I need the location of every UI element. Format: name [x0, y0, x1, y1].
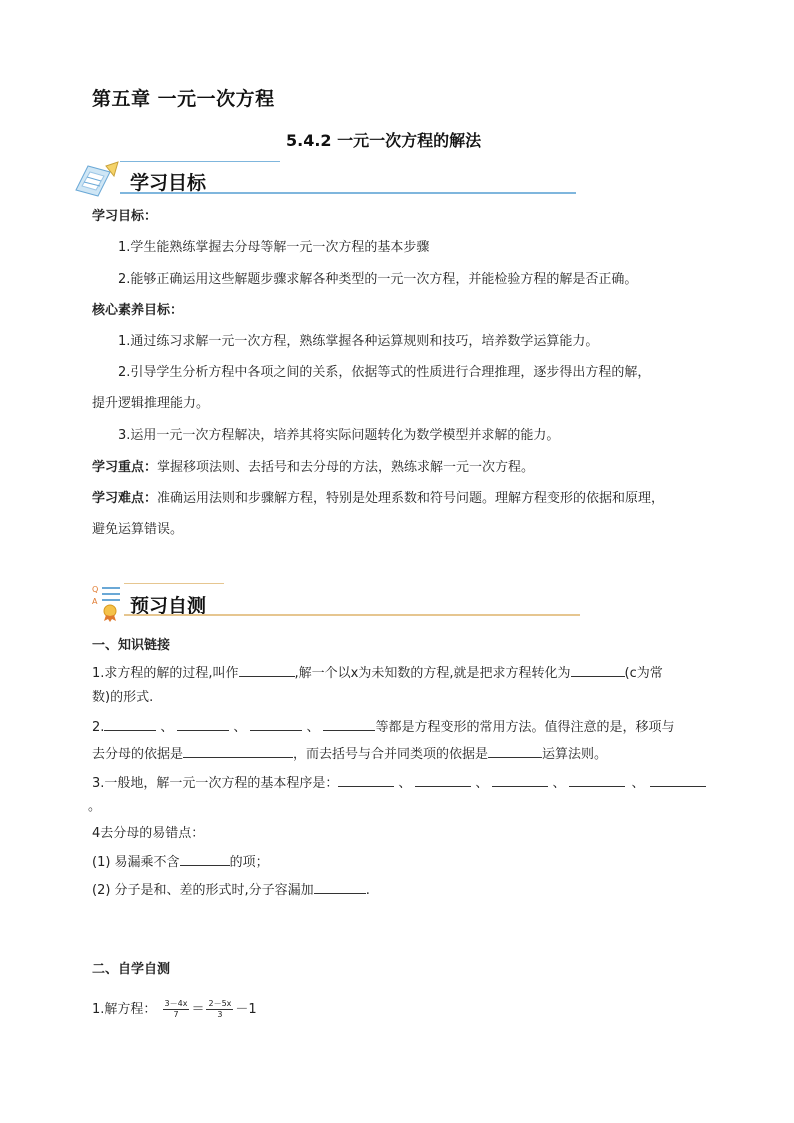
- q2-text: 运算法则。: [542, 747, 608, 762]
- q3-sep: 、: [398, 776, 412, 791]
- q3-sep: 、: [631, 776, 645, 791]
- answer-blank[interactable]: [314, 879, 366, 894]
- section-line-top: [120, 161, 280, 162]
- answer-blank[interactable]: [488, 743, 542, 758]
- fraction-left: [163, 999, 190, 1020]
- q2-text: 等都是方程变形的常用方法。值得注意的是，移项与: [375, 720, 675, 735]
- q2-sep: 、: [160, 720, 174, 735]
- q4-text: .: [365, 883, 370, 898]
- equals-sign: ＝: [191, 1002, 205, 1017]
- question-4-item-1: [92, 851, 269, 873]
- goal-item: 2.能够正确运用这些解题步骤求解各种类型的一元一次方程，并能检验方程的解是否正确。: [118, 272, 638, 287]
- core-item: 3.运用一元一次方程解决，培养其将实际问题转化为数学模型并求解的能力。: [118, 428, 560, 443]
- answer-blank[interactable]: [571, 662, 625, 677]
- q4-text: (2) 分子是和、差的形式时,分子容漏加: [92, 883, 314, 898]
- core-item-cont: 提升逻辑推理能力。: [92, 396, 210, 411]
- q4-text: 的项；: [229, 855, 269, 870]
- answer-blank[interactable]: [177, 716, 229, 731]
- q2-text: 2.: [92, 720, 105, 735]
- lesson-title: 5.4.2 一元一次方程的解法: [286, 131, 482, 150]
- question-1-cont: 数)的形式.: [92, 690, 154, 705]
- key-label: 学习重点：: [92, 460, 158, 475]
- equation-tail: －1: [235, 1002, 257, 1017]
- question-2-cont: [92, 743, 607, 765]
- q3-sep: 、: [475, 776, 489, 791]
- answer-blank[interactable]: [323, 716, 375, 731]
- q4-text: (1) 易漏乘不含: [92, 855, 180, 870]
- chapter-title: 第五章 一元一次方程: [92, 88, 275, 110]
- question-3: [92, 772, 706, 794]
- q2-sep: 、: [306, 720, 320, 735]
- difficulty-label: 学习难点：: [92, 491, 158, 506]
- section-line-top: [124, 583, 224, 584]
- section-title-preview: 预习自测: [130, 595, 207, 617]
- fraction-numerator: 2－5x: [208, 999, 232, 1008]
- core-item: 2.引导学生分析方程中各项之间的关系，依据等式的性质进行合理推理，逐步得出方程的解，: [118, 365, 651, 380]
- study-goals-icon: [70, 160, 124, 198]
- section-line-bottom: [124, 614, 580, 616]
- q1-text: (c为常: [624, 666, 663, 681]
- q3-sep: 、: [552, 776, 566, 791]
- svg-text:Q: Q: [92, 585, 99, 594]
- q1-text: 1.求方程的解的过程,叫作: [92, 666, 239, 681]
- section-title-goals: 学习目标: [130, 172, 207, 194]
- part1-title: 一、知识链接: [92, 638, 171, 653]
- q1-text: ,解一个以x为未知数的方程,就是把求方程转化为: [294, 666, 571, 681]
- answer-blank[interactable]: [239, 662, 295, 677]
- question-3-end: 。: [88, 799, 102, 814]
- core-label: 核心素养目标：: [92, 303, 184, 318]
- difficulty-point: [92, 489, 664, 509]
- q3-text: 3.一般地，解一元一次方程的基本程序是：: [92, 776, 339, 791]
- question-2: [92, 716, 674, 738]
- fraction-denominator: 3: [217, 1010, 223, 1019]
- core-item: 1.通过练习求解一元一次方程，熟练掌握各种运算规则和技巧，培养数学运算能力。: [118, 334, 599, 349]
- key-text: 掌握移项法则、去括号和去分母的方法，熟练求解一元一次方程。: [157, 460, 535, 475]
- answer-blank[interactable]: [492, 772, 548, 787]
- fraction-denominator: 7: [173, 1010, 179, 1019]
- question-4-item-2: [92, 879, 370, 901]
- answer-blank[interactable]: [183, 743, 293, 758]
- goal-item: 1.学生能熟练掌握去分母等解一元一次方程的基本步骤: [118, 240, 430, 255]
- question-1: [92, 662, 663, 684]
- section-line-bottom: [120, 192, 576, 194]
- fraction-numerator: 3－4x: [164, 999, 188, 1008]
- key-point: [92, 458, 534, 478]
- answer-blank[interactable]: [104, 716, 156, 731]
- exercise-1: [92, 998, 257, 1022]
- exercise-label: 1.解方程：: [92, 1002, 157, 1017]
- answer-blank[interactable]: [650, 772, 706, 787]
- difficulty-text: 准确运用法则和步骤解方程，特别是处理系数和符号问题。理解方程变形的依据和原理，: [157, 491, 665, 506]
- answer-blank[interactable]: [180, 851, 230, 866]
- fraction-right: [206, 999, 233, 1020]
- difficulty-text-cont: 避免运算错误。: [92, 522, 184, 537]
- q2-sep: 、: [233, 720, 247, 735]
- q2-text: ，而去括号与合并同类项的依据是: [293, 747, 489, 762]
- answer-blank[interactable]: [250, 716, 302, 731]
- preview-test-icon: [90, 582, 126, 622]
- answer-blank[interactable]: [415, 772, 471, 787]
- answer-blank[interactable]: [569, 772, 625, 787]
- part2-title: 二、自学自测: [92, 962, 171, 977]
- answer-blank[interactable]: [338, 772, 394, 787]
- svg-text:A: A: [92, 597, 98, 606]
- question-4-title: 4去分母的易错点：: [92, 826, 205, 841]
- q2-text: 去分母的依据是: [92, 747, 184, 762]
- goals-label: 学习目标：: [92, 209, 158, 224]
